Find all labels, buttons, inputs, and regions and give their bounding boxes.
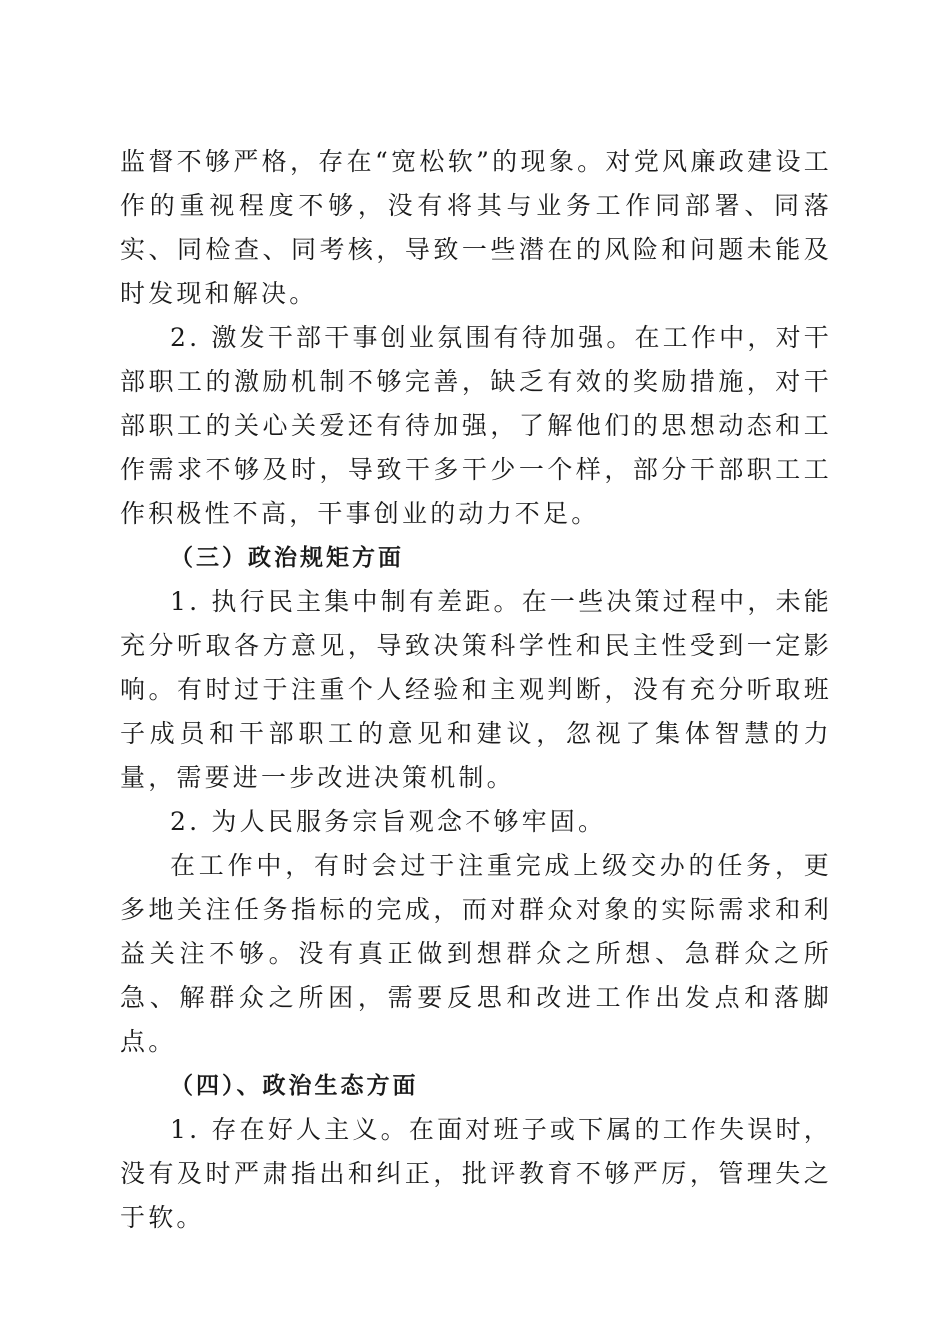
- section-heading-political-ecology: （四）、政治生态方面: [170, 1073, 419, 1099]
- paragraph-democratic-centralism: 1. 执行民主集中制有差距。在一些决策过程中，未能充分听取各方意见，导致决策科学性和民主性受到一定影响。有时过于注重个人经验和主观判断，没有充分听取班子成员和干部职工的意见和建议，忽视了集体智慧的力量，需要进一步改进决策机制。: [120, 587, 832, 792]
- paragraph-supervision: 监督不够严格，存在“宽松软”的现象。对党风廉政建设工作的重视程度不够，没有将其与业务工作同部署、同落实、同检查、同考核，导致一些潜在的风险和问题未能及时发现和解决。: [120, 147, 832, 308]
- section-heading-political-rules: （三）政治规矩方面: [170, 545, 404, 571]
- paragraph-serve-people-body: 在工作中，有时会过于注重完成上级交办的任务，更多地关注任务指标的完成，而对群众对象的实际需求和利益关注不够。没有真正做到想群众之所想、急群众之所急、解群众之所困，需要反思和改进工作出发点和落脚点。: [120, 851, 832, 1056]
- paragraph-serve-people-title: 2. 为人民服务宗旨观念不够牢固。: [170, 807, 607, 836]
- document-body: [120, 140, 832, 1240]
- paragraph-good-guy-mentality: 1. 存在好人主义。在面对班子或下属的工作失误时，没有及时严肃指出和纠正，批评教育不够严厉，管理失之于软。: [120, 1115, 832, 1232]
- paragraph-motivation: 2. 激发干部干事创业氛围有待加强。在工作中，对干部职工的激励机制不够完善，缺乏有效的奖励措施，对干部职工的关心关爱还有待加强，了解他们的思想动态和工作需求不够及时，导致干多干少一个样，部分干部职工工作积极性不高，干事创业的动力不足。: [120, 323, 832, 528]
